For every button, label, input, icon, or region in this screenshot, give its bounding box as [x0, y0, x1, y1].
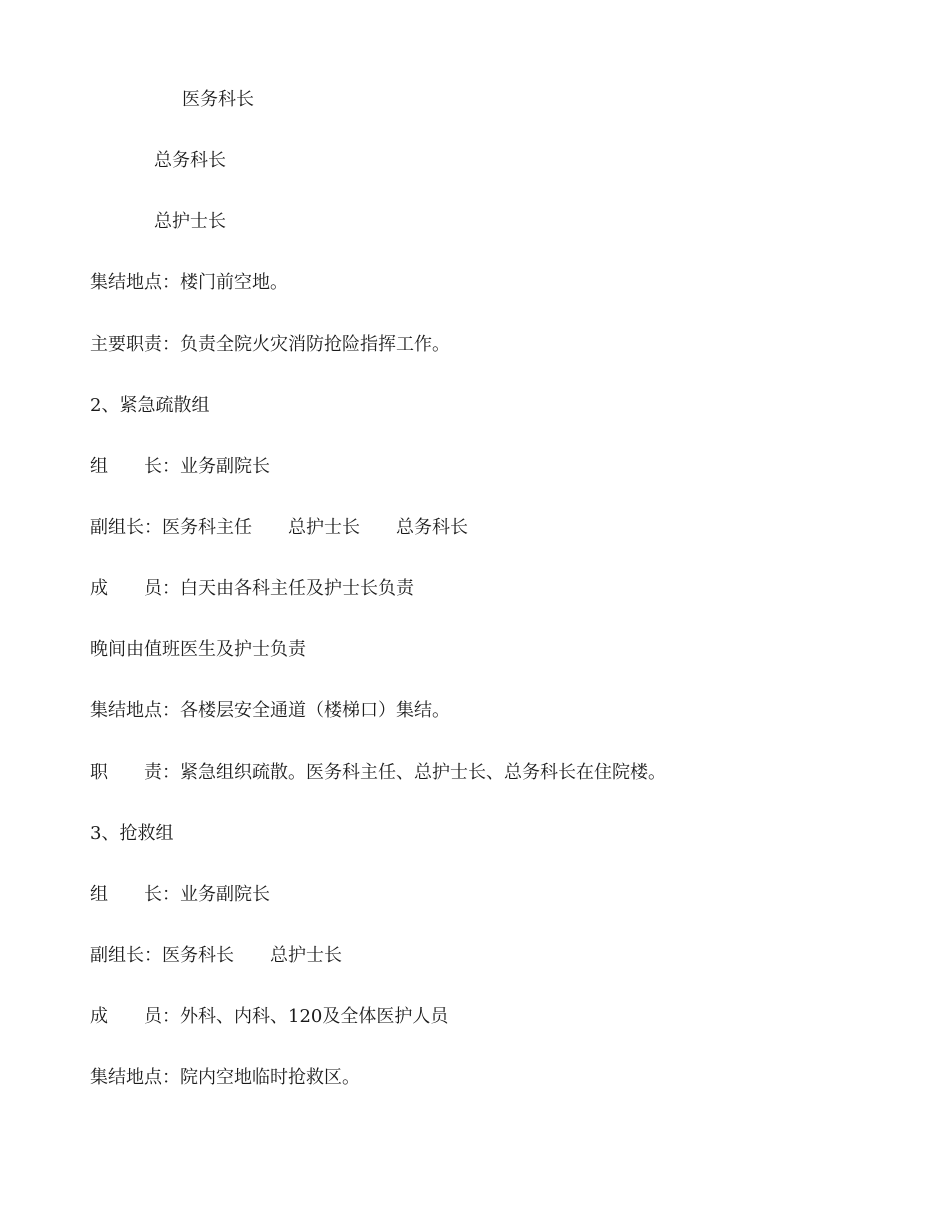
section-heading-rescue: 3、抢救组: [90, 823, 174, 844]
doc-line-general-affairs-chief: 总务科长: [154, 150, 226, 171]
doc-line-rescue-assembly: 集结地点：院内空地临时抢救区。: [90, 1067, 360, 1088]
doc-line-evac-assembly: 集结地点：各楼层安全通道（楼梯口）集结。: [90, 700, 450, 721]
doc-line-medical-section-chief: 医务科长: [182, 89, 254, 110]
doc-line-rescue-deputy: 副组长：医务科长 总护士长: [90, 945, 342, 966]
section-heading-evacuation: 2、紧急疏散组: [90, 395, 210, 416]
doc-line-evac-members-night: 晚间由值班医生及护士负责: [90, 639, 306, 660]
doc-line-main-duty: 主要职责：负责全院火灾消防抢险指挥工作。: [90, 334, 450, 355]
doc-line-rescue-leader: 组 长：业务副院长: [90, 884, 270, 905]
doc-line-head-nurse: 总护士长: [154, 211, 226, 232]
doc-line-rescue-members: 成 员：外科、内科、120及全体医护人员: [90, 1006, 449, 1027]
doc-line-evac-members-day: 成 员：白天由各科主任及护士长负责: [90, 578, 414, 599]
doc-line-assembly-point-1: 集结地点：楼门前空地。: [90, 272, 288, 293]
doc-line-evac-deputy: 副组长：医务科主任 总护士长 总务科长: [90, 517, 468, 538]
doc-line-evac-leader: 组 长：业务副院长: [90, 456, 270, 477]
doc-line-evac-duty: 职 责：紧急组织疏散。医务科主任、总护士长、总务科长在住院楼。: [90, 762, 666, 783]
